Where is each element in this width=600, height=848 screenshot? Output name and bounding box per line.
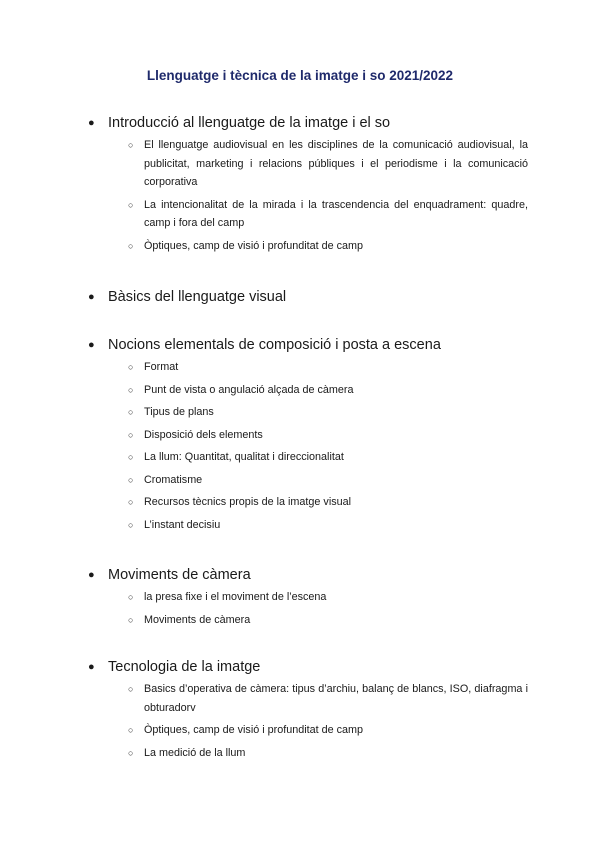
section-heading-text: Tecnologia de la imatge	[108, 659, 261, 675]
list-item-text: La intencionalitat de la mirada i la trascendencia del enquadrament: quadre, camp i fora del camp	[144, 198, 528, 229]
list-item	[88, 744, 528, 763]
section-heading	[88, 658, 528, 676]
bullet-icon: ●	[88, 569, 95, 581]
list-item	[88, 403, 528, 422]
circle-bullet-icon: ○	[128, 452, 134, 462]
list-item	[88, 516, 528, 535]
list-item	[88, 721, 528, 740]
section-heading-text: Bàsics del llenguatge visual	[108, 289, 287, 305]
section-moviments	[88, 566, 528, 629]
bullet-icon: ●	[88, 117, 95, 129]
circle-bullet-icon: ○	[128, 592, 134, 602]
circle-bullet-icon: ○	[128, 497, 134, 507]
list-item	[88, 426, 528, 445]
list-item	[88, 471, 528, 490]
circle-bullet-icon: ○	[128, 140, 134, 150]
list-item-text: Tipus de plans	[144, 406, 214, 418]
section-tecnologia	[88, 658, 528, 762]
list-item	[88, 588, 528, 607]
list-item	[88, 381, 528, 400]
circle-bullet-icon: ○	[128, 429, 134, 440]
list-item	[88, 611, 528, 630]
list-item-text: L’instant decisiu	[144, 518, 221, 531]
section-heading	[88, 336, 528, 354]
list-item	[88, 196, 528, 233]
circle-bullet-icon: ○	[128, 614, 134, 625]
list-item-text: Moviments de càmera	[144, 613, 251, 626]
bullet-icon: ●	[88, 339, 95, 351]
bullet-icon: ●	[88, 661, 95, 673]
list-item-text: Òptiques, camp de visió i profunditat de camp	[144, 239, 364, 252]
circle-bullet-icon: ○	[128, 362, 134, 372]
circle-bullet-icon: ○	[128, 474, 134, 485]
section-heading-text: Nocions elementals de composició i posta a escena	[108, 337, 441, 353]
circle-bullet-icon: ○	[128, 240, 134, 251]
list-item-text: La llum: Quantitat, qualitat i direccionalitat	[144, 451, 344, 463]
section-heading	[88, 288, 528, 306]
list-item-text: Basics d’operativa de càmera: tipus d’archiu, balanç de blancs, ISO, diafragma i obturadorv	[144, 683, 528, 714]
circle-bullet-icon: ○	[128, 519, 134, 530]
section-nocions	[88, 336, 528, 534]
section-basics	[88, 288, 528, 306]
document-title: Llenguatge i tècnica de la imatge i so 2021/2022	[146, 68, 454, 83]
list-item	[88, 448, 528, 467]
list-item-text: Recursos tècnics propis de la imatge visual	[144, 496, 352, 508]
list-item	[88, 680, 528, 717]
list-item-text: Cromatisme	[144, 473, 203, 486]
circle-bullet-icon: ○	[128, 384, 134, 395]
list-item-text: Òptiques, camp de visió i profunditat de camp	[144, 724, 364, 736]
circle-bullet-icon: ○	[128, 747, 134, 758]
section-heading-text: Moviments de càmera	[108, 567, 251, 583]
list-item-text: Punt de vista o angulació alçada de càmera	[144, 383, 354, 396]
circle-bullet-icon: ○	[128, 407, 134, 417]
list-item-text: La medició de la llum	[144, 746, 246, 759]
section-heading	[88, 114, 528, 132]
section-heading	[88, 566, 528, 584]
section-heading-text: Introducció al llenguatge de la imatge i el so	[108, 115, 391, 131]
list-item-text: Disposició dels elements	[144, 428, 263, 441]
section-introduccio	[88, 114, 528, 255]
circle-bullet-icon: ○	[128, 199, 134, 210]
list-item	[88, 136, 528, 192]
list-item	[88, 237, 528, 256]
list-item	[88, 358, 528, 377]
list-item-text: El llenguatge audiovisual en les disciplines de la comunicació audiovisual, la publicitat, marketing i relacions públiques i el periodisme i la comunicació corporativa	[144, 139, 528, 188]
circle-bullet-icon: ○	[128, 725, 134, 735]
list-item	[88, 493, 528, 512]
bullet-icon: ●	[88, 291, 95, 303]
list-item-text: la presa fixe i el moviment de l’escena	[144, 591, 327, 603]
circle-bullet-icon: ○	[128, 684, 134, 694]
list-item-text: Format	[144, 361, 179, 373]
